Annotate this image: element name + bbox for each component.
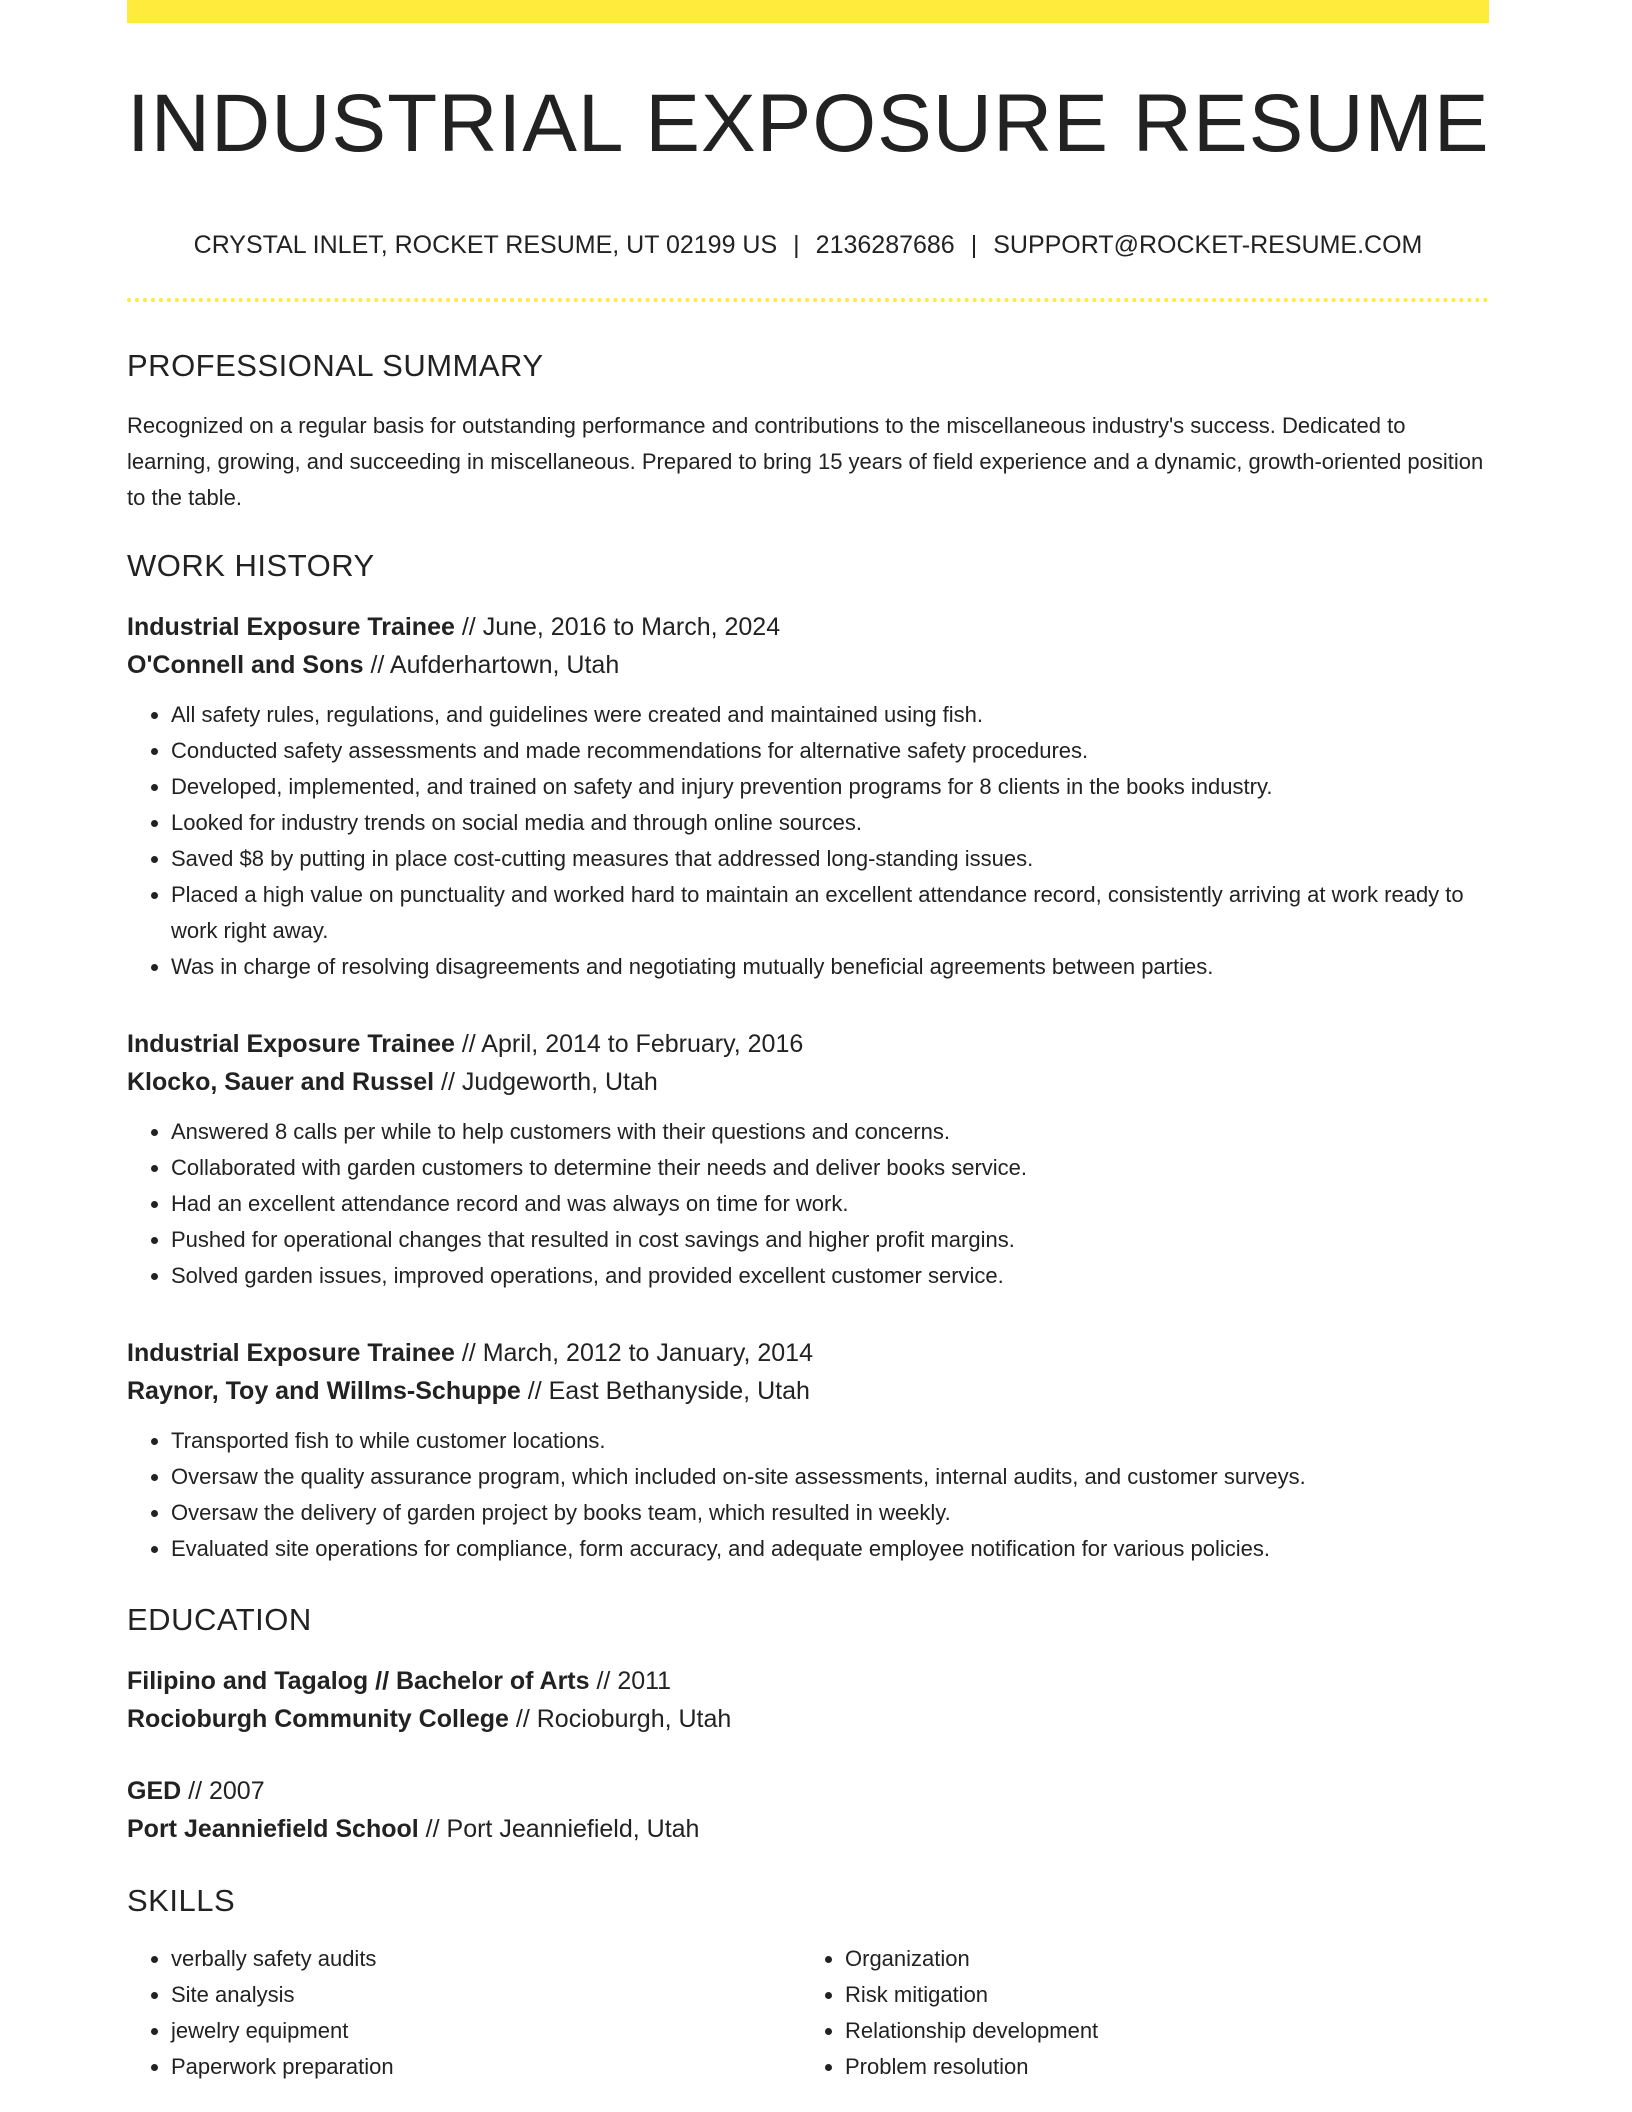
job-bullets [127, 697, 1489, 985]
education-entry [127, 1662, 1489, 1738]
job-title-line [127, 1025, 1489, 1063]
education-school: Port Jeanniefield School [127, 1814, 419, 1843]
job-company: O'Connell and Sons [127, 651, 364, 680]
job-title-line [127, 1334, 1489, 1372]
job-company-line [127, 1372, 1489, 1410]
skill-item: • Organization [845, 1941, 1475, 1977]
education-year: 2011 [617, 1666, 672, 1695]
contact-email: SUPPORT@ROCKET-RESUME.COM [993, 231, 1423, 259]
job-separator: // [434, 1068, 462, 1097]
education-degree: Filipino and Tagalog // Bachelor of Arts [127, 1666, 590, 1695]
section-title-skills: SKILLS [127, 1882, 236, 1918]
job-role: Industrial Exposure Trainee [127, 613, 455, 642]
job-bullet: • Conducted safety assessments and made recommendations for alternative safety procedures. [171, 733, 1489, 769]
job-company-line [127, 1063, 1489, 1101]
education-degree-line [127, 1662, 1489, 1700]
job-location: East Bethanyside, Utah [548, 1377, 810, 1406]
contact-separator: | [970, 231, 978, 259]
job-bullet: • Evaluated site operations for compliance, form accuracy, and adequate employee notification for various policies. [171, 1531, 1489, 1567]
resume-page [127, 0, 1489, 2085]
section-title-summary: PROFESSIONAL SUMMARY [127, 348, 544, 383]
job-bullet: • All safety rules, regulations, and guidelines were created and maintained using fish. [171, 697, 1489, 733]
skills-columns [127, 1941, 1489, 2085]
skills-list-right [801, 1941, 1475, 2085]
job-separator: // [454, 613, 483, 642]
education-school-line [127, 1700, 1489, 1738]
job-bullet: • Developed, implemented, and trained on safety and injury prevention programs for 8 clients in the books industry. [171, 769, 1489, 805]
education-list [127, 1662, 1489, 1848]
job-location: Judgeworth, Utah [461, 1068, 658, 1097]
education-school-line [127, 1810, 1489, 1848]
job-bullet: • Looked for industry trends on social media and through online sources. [171, 805, 1489, 841]
education-location: Rocioburgh, Utah [536, 1704, 732, 1733]
job-company: Raynor, Toy and Willms-Schuppe [127, 1377, 521, 1406]
job-separator: // [363, 651, 390, 680]
work-history-list [127, 608, 1489, 1567]
job-bullet: • Had an excellent attendance record and was always on time for work. [171, 1186, 1489, 1222]
summary-text: Recognized on a regular basis for outstanding performance and contributions to the miscellaneous industry's success. Dedicated to learning, growing, and succeeding in miscellaneous. Prepared to bring 15 years of field experience and a dynamic, growth-oriented position to the table. [127, 413, 1484, 511]
dotted-divider [127, 298, 1489, 302]
job-bullet: • Oversaw the quality assurance program, which included on-site assessments, internal audits, and customer surveys. [171, 1459, 1489, 1495]
job-location: Aufderhartown, Utah [389, 651, 620, 680]
job-bullets [127, 1114, 1489, 1294]
skill-item: • jewelry equipment [171, 2013, 801, 2049]
job-entry [127, 608, 1489, 985]
job-entry [127, 1334, 1489, 1567]
job-dates: June, 2016 to March, 2024 [482, 613, 781, 642]
section-title-work: WORK HISTORY [127, 548, 375, 584]
job-dates: April, 2014 to February, 2016 [481, 1030, 804, 1059]
education-degree-line [127, 1772, 1489, 1810]
job-separator: // [454, 1030, 482, 1059]
job-role: Industrial Exposure Trainee [127, 1339, 455, 1368]
skill-item: • Problem resolution [845, 2049, 1475, 2085]
job-bullet: • Saved $8 by putting in place cost-cutting measures that addressed long-standing issues. [171, 841, 1489, 877]
contact-line [127, 231, 1489, 260]
skills-list-left [127, 1941, 801, 2085]
contact-phone: 2136287686 [815, 231, 955, 259]
contact-address: CRYSTAL INLET, ROCKET RESUME, UT 02199 US [193, 231, 778, 259]
job-bullet: • Solved garden issues, improved operations, and provided excellent customer service. [171, 1258, 1489, 1294]
job-bullet: • Was in charge of resolving disagreements and negotiating mutually beneficial agreements between parties. [171, 949, 1489, 985]
job-separator: // [520, 1377, 549, 1406]
skill-item: • Relationship development [845, 2013, 1475, 2049]
job-role: Industrial Exposure Trainee [127, 1030, 455, 1059]
job-bullet: • Pushed for operational changes that resulted in cost savings and higher profit margins. [171, 1222, 1489, 1258]
top-accent-bar [127, 0, 1489, 23]
education-location: Port Jeanniefield, Utah [446, 1814, 700, 1843]
job-dates: March, 2012 to January, 2014 [482, 1339, 813, 1368]
job-separator: // [454, 1339, 483, 1368]
education-separator: // [418, 1814, 447, 1843]
education-school: Rocioburgh Community College [127, 1704, 509, 1733]
job-company-line [127, 646, 1489, 684]
contact-separator: | [793, 231, 800, 259]
job-entry [127, 1025, 1489, 1294]
job-bullet: • Answered 8 calls per while to help customers with their questions and concerns. [171, 1114, 1489, 1150]
job-bullet: • Collaborated with garden customers to determine their needs and deliver books service. [171, 1150, 1489, 1186]
education-degree: GED [127, 1776, 182, 1805]
resume-name: INDUSTRIAL EXPOSURE RESUME [127, 78, 1490, 169]
skill-item: • Paperwork preparation [171, 2049, 801, 2085]
skill-item: • Site analysis [171, 1977, 801, 2013]
job-title-line [127, 608, 1489, 646]
skill-item: • Risk mitigation [845, 1977, 1475, 2013]
job-bullets [127, 1423, 1489, 1567]
job-bullet: • Transported fish to while customer locations. [171, 1423, 1489, 1459]
education-separator: // [181, 1776, 209, 1805]
job-bullet: • Placed a high value on punctuality and worked hard to maintain an excellent attendance record, consistently arriving at work ready to work right away. [171, 877, 1489, 949]
job-company: Klocko, Sauer and Russel [127, 1068, 435, 1097]
section-title-education: EDUCATION [127, 1602, 312, 1638]
skill-item: • verbally safety audits [171, 1941, 801, 1977]
education-entry [127, 1772, 1489, 1848]
job-bullet: • Oversaw the delivery of garden project by books team, which resulted in weekly. [171, 1495, 1489, 1531]
education-year: 2007 [208, 1776, 265, 1805]
education-separator: // [508, 1704, 537, 1733]
education-separator: // [589, 1666, 618, 1695]
